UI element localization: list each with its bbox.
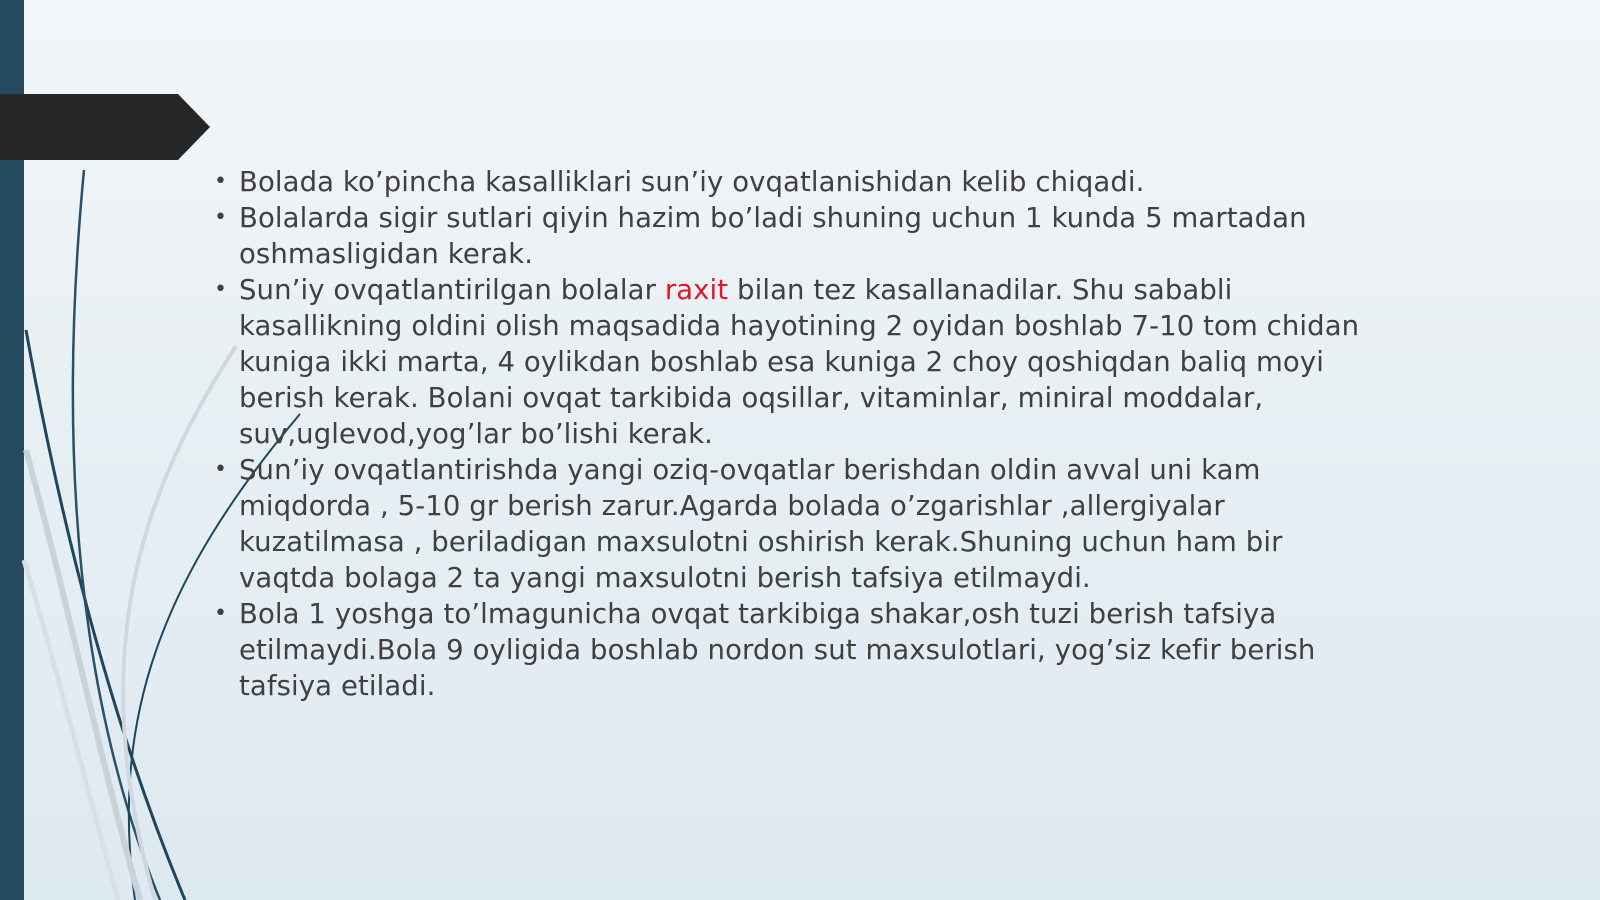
- list-item: [214, 272, 1364, 452]
- bullet-text: [239, 274, 1359, 450]
- bullet-text: Bola 1 yoshga to’lmagunicha ovqat tarkibiga shakar,osh tuzi berish tafsiya etilmaydi.Bola 9 oyligida boshlab nordon sut maxsulotlari, yog’siz kefir berish tafsiya etiladi.: [239, 598, 1316, 702]
- bullet-icon: •: [214, 169, 228, 194]
- bullet-text: Sun’iy ovqatlantirishda yangi oziq-ovqatlar berishdan oldin avval uni kam miqdorda , 5-10 gr berish zarur.Agarda bolada o’zgarishlar ,allergiyalar kuzatilmasa , beriladigan maxsulotni oshirish kerak.Shuning uchun ham bir vaqtda bolaga 2 ta yangi maxsulotni berish tafsiya etilmaydi.: [239, 454, 1283, 594]
- bullet-icon: •: [214, 205, 228, 230]
- title-tab-arrow: [0, 94, 210, 160]
- bullet-text-before: Sun’iy ovqatlantirilgan bolalar: [239, 274, 665, 306]
- list-item: [214, 452, 1364, 596]
- list-item: [214, 200, 1364, 272]
- list-item: [214, 596, 1364, 704]
- bullet-icon: •: [214, 457, 228, 482]
- bullet-list: [214, 164, 1364, 704]
- bullet-text-after: bilan tez kasallanadilar. Shu sababli kasallikning oldini olish maqsadida hayotining 2 oyidan boshlab 7-10 tom chidan kuniga ikki marta, 4 oylikdan boshlab esa kuniga 2 choy qoshiqdan baliq moyi berish kerak. Bolani ovqat tarkibida oqsillar, vitaminlar, miniral moddalar, suv,uglevod,yog’lar bo’lishi kerak.: [239, 274, 1360, 450]
- highlighted-term: raxit: [664, 274, 729, 306]
- bullet-text: Bolalarda sigir sutlari qiyin hazim bo’ladi shuning uchun 1 kunda 5 martadan oshmasligidan kerak.: [239, 202, 1307, 270]
- bullet-text: Bolada ko’pincha kasalliklari sun’iy ovqatlanishidan kelib chiqadi.: [239, 166, 1145, 198]
- bullet-icon: •: [214, 277, 228, 302]
- bullet-icon: •: [214, 601, 228, 626]
- list-item: [214, 164, 1364, 200]
